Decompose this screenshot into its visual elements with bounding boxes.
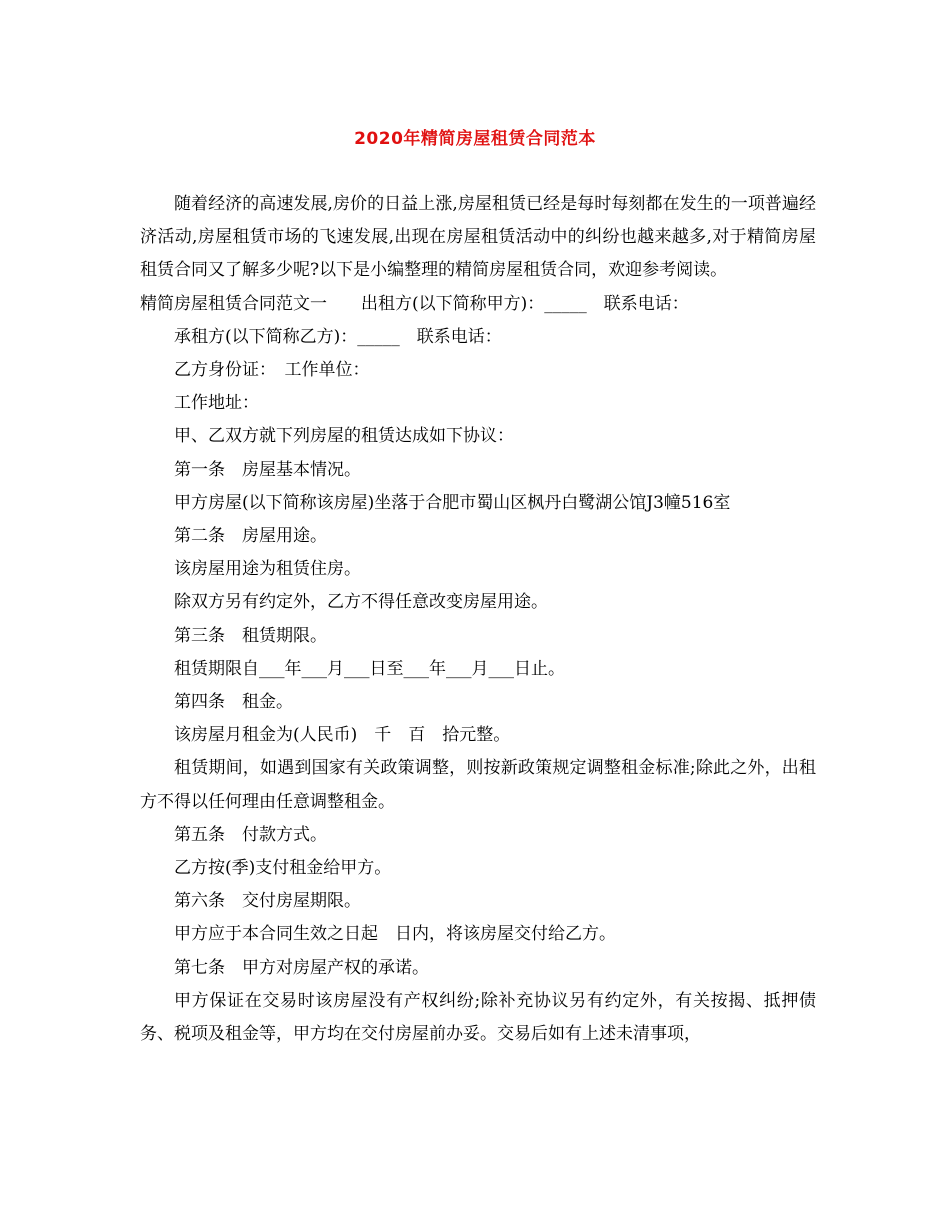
article-2-heading: 第二条 房屋用途。	[174, 526, 327, 547]
article-6-heading: 第六条 交付房屋期限。	[174, 891, 361, 912]
article-2-text-1: 该房屋用途为租赁住房。	[174, 559, 361, 580]
paragraph-work-address: 工作地址：	[174, 393, 259, 414]
article-1-text: 甲方房屋(以下简称该房屋)坐落于合肥市蜀山区枫丹白鹭湖公馆J3幢516室	[174, 492, 731, 513]
article-1-heading: 第一条 房屋基本情况。	[174, 459, 361, 480]
article-6-text: 甲方应于本合同生效之日起 日内，将该房屋交付给乙方。	[174, 924, 616, 945]
paragraph-intro: 随着经济的高速发展,房价的日益上涨,房屋租赁已经是每时每刻都在发生的一项普遍经济活动,房屋租赁市场的飞速发展,出现在房屋租赁活动中的纠纷也越来越多,对于精简房屋租赁合同又了解多少呢?以下是小编整理的精简房屋租赁合同，欢迎参考阅读。	[140, 194, 816, 281]
article-4-text-1: 该房屋月租金为(人民币) 千 百 拾元整。	[174, 725, 511, 746]
article-7-heading: 第七条 甲方对房屋产权的承诺。	[174, 957, 429, 978]
article-3-heading: 第三条 租赁期限。	[174, 625, 327, 646]
article-4-text-2: 租赁期间，如遇到国家有关政策调整，则按新政策规定调整租金标准;除此之外，出租方不得以任何理由任意调整租金。	[140, 758, 816, 812]
paragraph-lessee: 承租方(以下简称乙方)：_____ 联系电话：	[174, 326, 502, 347]
paragraph-lessee-id: 乙方身份证： 工作单位：	[174, 360, 370, 381]
article-2-text-2: 除双方另有约定外，乙方不得任意改变房屋用途。	[174, 592, 548, 613]
article-3-text: 租赁期限自___年___月___日至___年___月___日止。	[174, 658, 565, 679]
article-4-heading: 第四条 租金。	[174, 692, 293, 713]
paragraph-agreement: 甲、乙双方就下列房屋的租赁达成如下协议：	[174, 426, 514, 447]
document-body	[140, 188, 816, 1051]
paragraph-contract-heading: 精简房屋租赁合同范文一 出租方(以下简称甲方)：_____ 联系电话：	[140, 293, 689, 314]
document-title: 2020年精简房屋租赁合同范本	[354, 129, 596, 149]
article-5-heading: 第五条 付款方式。	[174, 824, 327, 845]
article-5-text: 乙方按(季)支付租金给甲方。	[174, 858, 392, 879]
article-7-text: 甲方保证在交易时该房屋没有产权纠纷;除补充协议另有约定外，有关按揭、抵押债务、税项及租金等，甲方均在交付房屋前办妥。交易后如有上述未清事项，	[140, 990, 816, 1045]
